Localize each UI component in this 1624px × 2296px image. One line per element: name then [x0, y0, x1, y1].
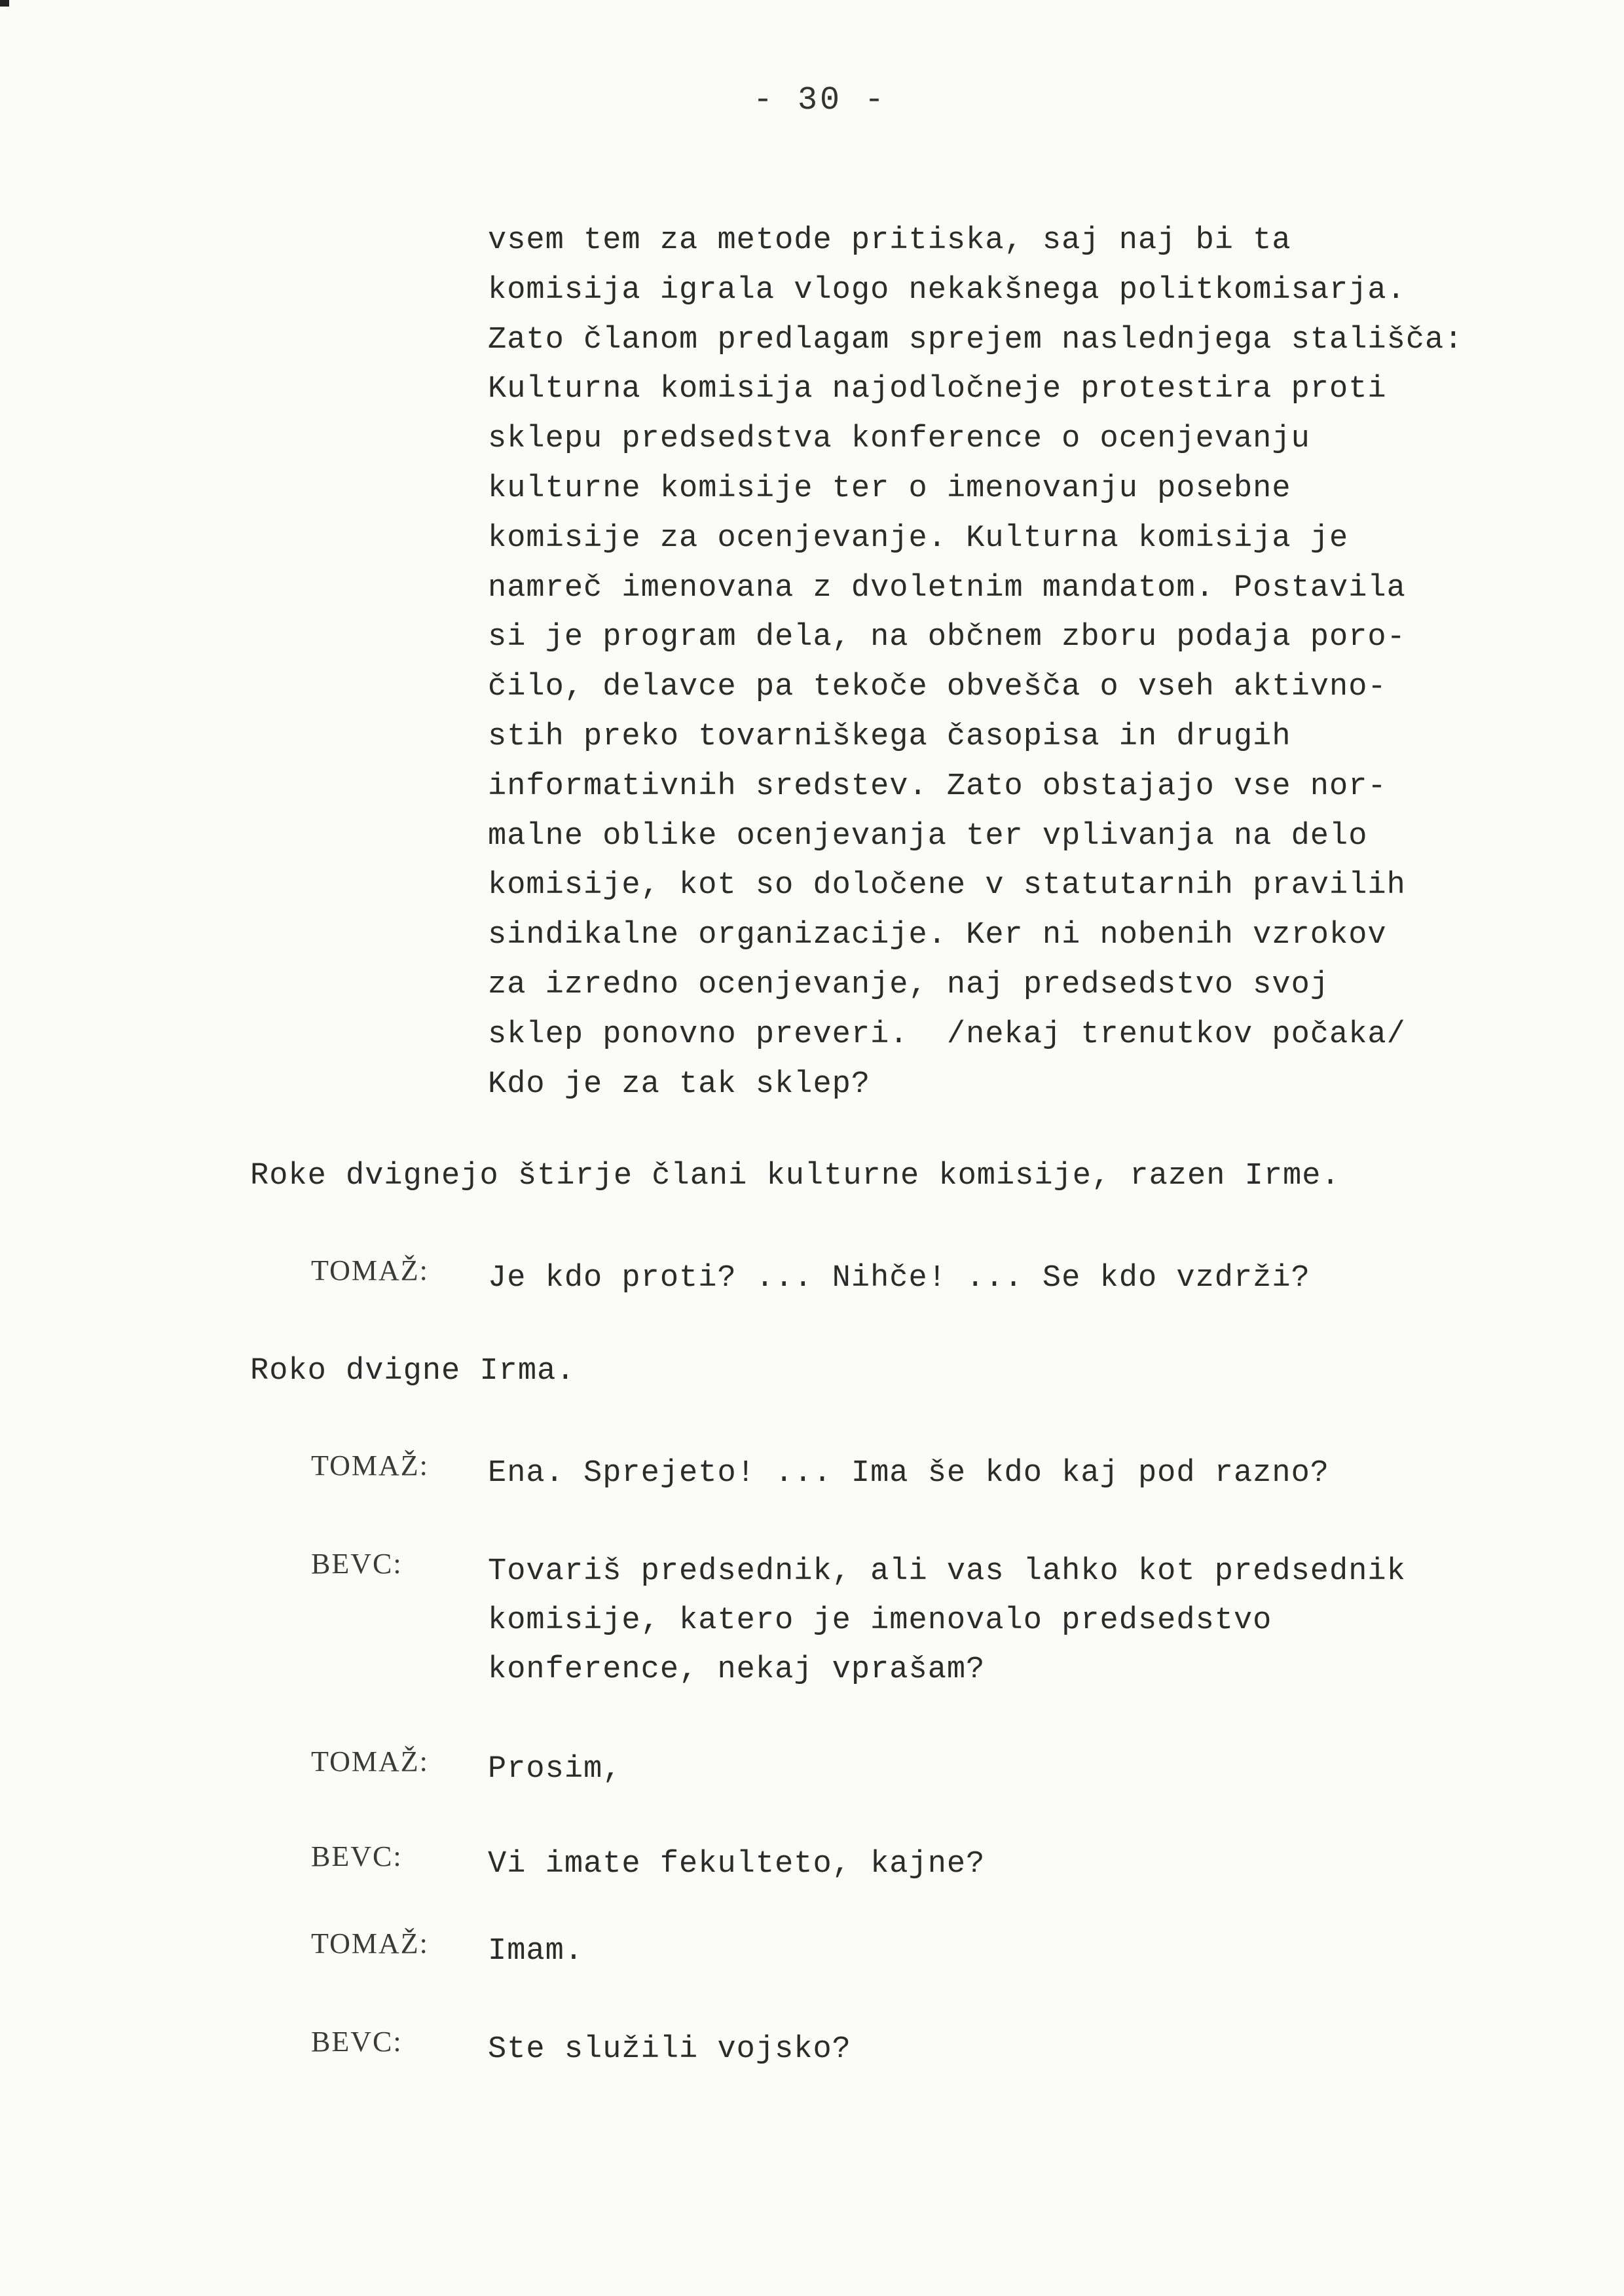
speech-line: komisija igrala vlogo nekakšnega politkomisarja.	[488, 272, 1406, 308]
speech-paragraph	[488, 216, 1536, 1109]
speech-line: vsem tem za metode pritiska, saj naj bi ta	[488, 223, 1291, 258]
speech-line: informativnih sredstev. Zato obstajajo vse nor-	[488, 769, 1387, 804]
speaker-name: TOMAŽ:	[311, 1449, 429, 1482]
speaker-name: TOMAŽ:	[311, 1254, 429, 1286]
utterance	[488, 1254, 1549, 1303]
page-number: - 30 -	[753, 82, 887, 119]
speech-line: sindikalne organizacije. Ker ni nobenih vzrokov	[488, 918, 1387, 953]
utterance-line: Prosim,	[488, 1752, 622, 1787]
speech-line: za izredno ocenjevanje, naj predsedstvo svoj	[488, 967, 1330, 1002]
speech-line: Zato članom predlagam sprejem naslednjega stališča:	[488, 322, 1464, 357]
speaker-name: TOMAŽ:	[311, 1745, 429, 1777]
utterance-line: Vi imate fekulteto, kajne?	[488, 1847, 986, 1882]
speech-line: Kulturna komisija najodločneje protestira proti	[488, 372, 1387, 407]
speaker-name: BEVC:	[311, 2026, 403, 2058]
speech-line: stih preko tovarniškega časopisa in drugih	[488, 719, 1291, 754]
utterance	[488, 2025, 1549, 2074]
speech-line: Kdo je za tak sklep?	[488, 1066, 871, 1102]
speech-line: malne oblike ocenjevanja ter vplivanja na delo	[488, 818, 1368, 854]
utterance	[488, 1745, 1549, 1794]
utterance-line: Ste služili vojsko?	[488, 2032, 851, 2067]
utterance-line: Ena. Sprejeto! ... Ima še kdo kaj pod razno?	[488, 1456, 1330, 1491]
utterance-line: Tovariš predsednik, ali vas lahko kot predsednik	[488, 1554, 1406, 1589]
utterance	[488, 1927, 1549, 1976]
speech-line: sklep ponovno preveri. /nekaj trenutkov počaka/	[488, 1017, 1406, 1052]
speech-line: komisije, kot so določene v statutarnih pravilih	[488, 868, 1406, 903]
utterance	[488, 1547, 1549, 1694]
speaker-name: TOMAŽ:	[311, 1927, 429, 1959]
speech-line: čilo, delavce pa tekoče obvešča o vseh aktivno-	[488, 670, 1387, 705]
utterance	[488, 1449, 1549, 1498]
speaker-name: BEVC:	[311, 1840, 403, 1872]
utterance	[488, 1840, 1549, 1889]
speaker-name: BEVC:	[311, 1548, 403, 1580]
utterance-line: komisije, katero je imenovalo predsedstvo	[488, 1603, 1272, 1638]
speech-line: komisije za ocenjevanje. Kulturna komisija je	[488, 520, 1349, 556]
utterance-line: konference, nekaj vprašam?	[488, 1652, 986, 1687]
stage-direction: Roko dvigne Irma.	[250, 1354, 576, 1389]
speech-line: si je program dela, na občnem zboru podaja poro-	[488, 620, 1406, 655]
stage-direction: Roke dvignejo štirje člani kulturne komisije, razen Irme.	[250, 1159, 1340, 1194]
speech-line: sklepu predsedstva konference o ocenjevanju	[488, 422, 1310, 457]
utterance-line: Je kdo proti? ... Nihče! ... Se kdo vzdrži?	[488, 1261, 1310, 1296]
speech-line: kulturne komisije ter o imenovanju posebne	[488, 471, 1291, 506]
scan-corner-mark	[0, 0, 9, 7]
speech-line: namreč imenovana z dvoletnim mandatom. Postavila	[488, 570, 1406, 606]
utterance-line: Imam.	[488, 1934, 584, 1969]
